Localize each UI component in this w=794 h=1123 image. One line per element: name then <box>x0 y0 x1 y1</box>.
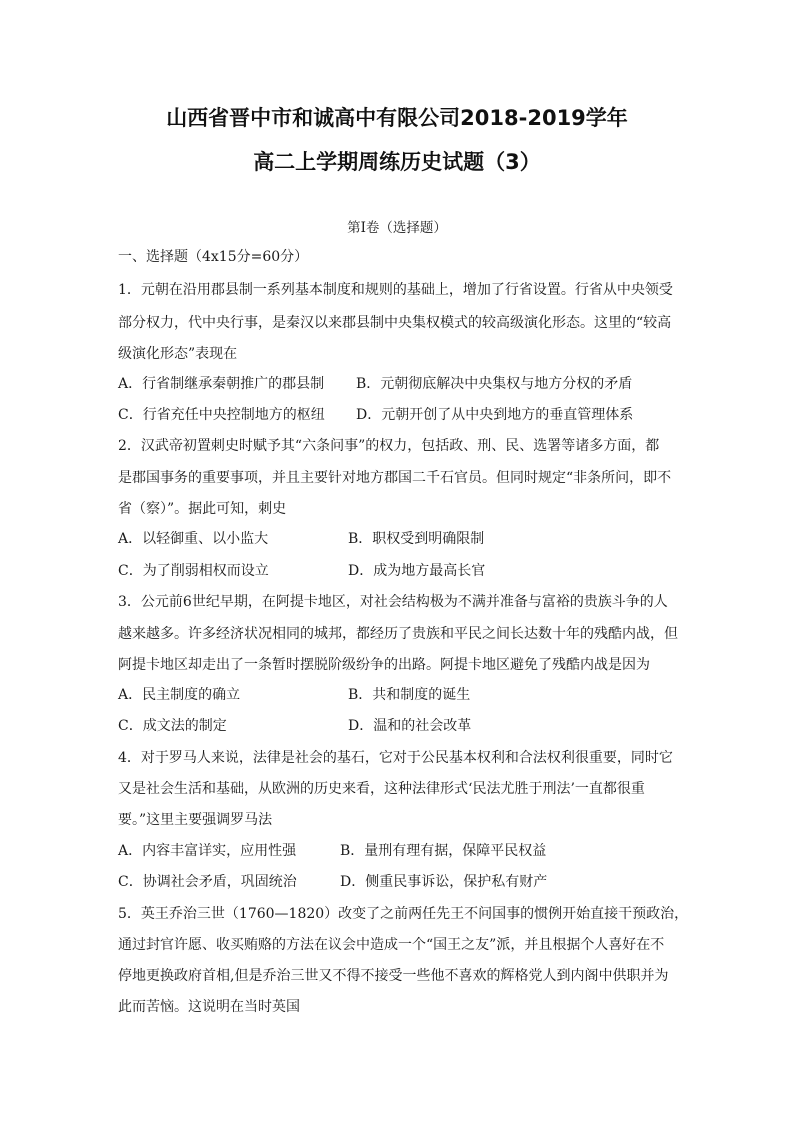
question-4-stem-line-3: 要。”这里主要强调罗马法 <box>118 812 273 828</box>
question-3-option-c: C．成文法的制定 <box>118 718 227 734</box>
document-title-line2: 高二上学期周练历史试题（3） <box>253 150 541 174</box>
question-4-option-c: C．协调社会矛盾，巩固统治 <box>118 874 297 890</box>
question-1-option-b: B．元朝彻底解决中央集权与地方分权的矛盾 <box>356 376 633 392</box>
question-5-stem-line-4: 此而苦恼。这说明在当时英国 <box>118 999 300 1015</box>
question-3-stem-line-3: 阿提卡地区却走出了一条暂时摆脱阶级纷争的出路。阿提卡地区避免了残酷内战是因为 <box>118 657 650 673</box>
question-1-option-a: A．行省制继承秦朝推广的郡县制 <box>118 376 325 392</box>
section-heading: 一、选择题（4x15分=60分） <box>118 249 309 265</box>
question-2-stem-line-1: 2．汉武帝初置刺史时赋予其“六条问事”的权力，包括政、刑、民、选署等诸多方面，都 <box>118 438 660 454</box>
question-1-stem-line-3: 级演化形态”表现在 <box>118 346 238 362</box>
question-3-stem-line-1: 3．公元前6世纪早期，在阿提卡地区，对社会结构极为不满并准备与富裕的贵族斗争的人 <box>118 594 668 610</box>
question-3-option-d: D．温和的社会改革 <box>348 718 472 734</box>
question-2-option-d: D．成为地方最高长官 <box>348 563 486 579</box>
question-2-option-b: B．职权受到明确限制 <box>348 531 485 547</box>
question-3-stem-line-2: 越来越多。许多经济状况相同的城邦，都经历了贵族和平民之间长达数十年的残酷内战，但 <box>118 626 678 642</box>
question-3-option-b: B．共和制度的诞生 <box>348 687 471 703</box>
question-2-stem-line-2: 是郡国事务的重要事项，并且主要针对地方郡国二千石官员。但同时规定“非条所问，即不 <box>118 470 672 486</box>
document-title-line1: 山西省晋中市和诚高中有限公司2018-2019学年 <box>166 106 628 130</box>
question-2-stem-line-3: 省（察）”。据此可知，刺史 <box>118 501 287 517</box>
question-5-stem-line-1: 5．英王乔治三世（1760—1820）改变了之前两任先王不问国事的惯例开始直接干预政治， <box>118 906 689 922</box>
volume-heading: 第Ⅰ卷（选择题） <box>347 220 447 236</box>
question-1-option-d: D．元朝开创了从中央到地方的垂直管理体系 <box>356 407 634 423</box>
question-4-option-b: B．量刑有理有据，保障平民权益 <box>340 843 547 859</box>
question-5-stem-line-2: 通过封官许愿、收买贿赂的方法在议会中造成一个“国王之友”派，并且根据个人喜好在不 <box>118 937 665 953</box>
question-1-stem-line-1: 1．元朝在沿用郡县制一系列基本制度和规则的基础上，增加了行省设置。行省从中央领受 <box>118 282 673 298</box>
question-3-option-a: A．民主制度的确立 <box>118 687 241 703</box>
question-4-option-a: A．内容丰富详实，应用性强 <box>118 843 297 859</box>
question-4-option-d: D．侧重民事诉讼，保护私有财产 <box>340 874 548 890</box>
question-1-option-c: C．行省充任中央控制地方的枢纽 <box>118 407 325 423</box>
question-5-stem-line-3: 停地更换政府首相,但是乔治三世又不得不接受一些他不喜欢的辉格党人到内阁中供职并为 <box>118 968 669 984</box>
question-4-stem-line-2: 又是社会生活和基础，从欧洲的历史来看，这种法律形式‘民法尤胜于刑法’一直都很重 <box>118 781 645 797</box>
question-4-stem-line-1: 4．对于罗马人来说，法律是社会的基石，它对于公民基本权利和合法权利很重要，同时它 <box>118 750 673 766</box>
question-2-option-c: C．为了削弱相权而设立 <box>118 563 269 579</box>
question-1-stem-line-2: 部分权力，代中央行事，是秦汉以来郡县制中央集权模式的较高级演化形态。这里的“较高 <box>118 315 672 331</box>
question-2-option-a: A．以轻御重、以小监大 <box>118 531 269 547</box>
